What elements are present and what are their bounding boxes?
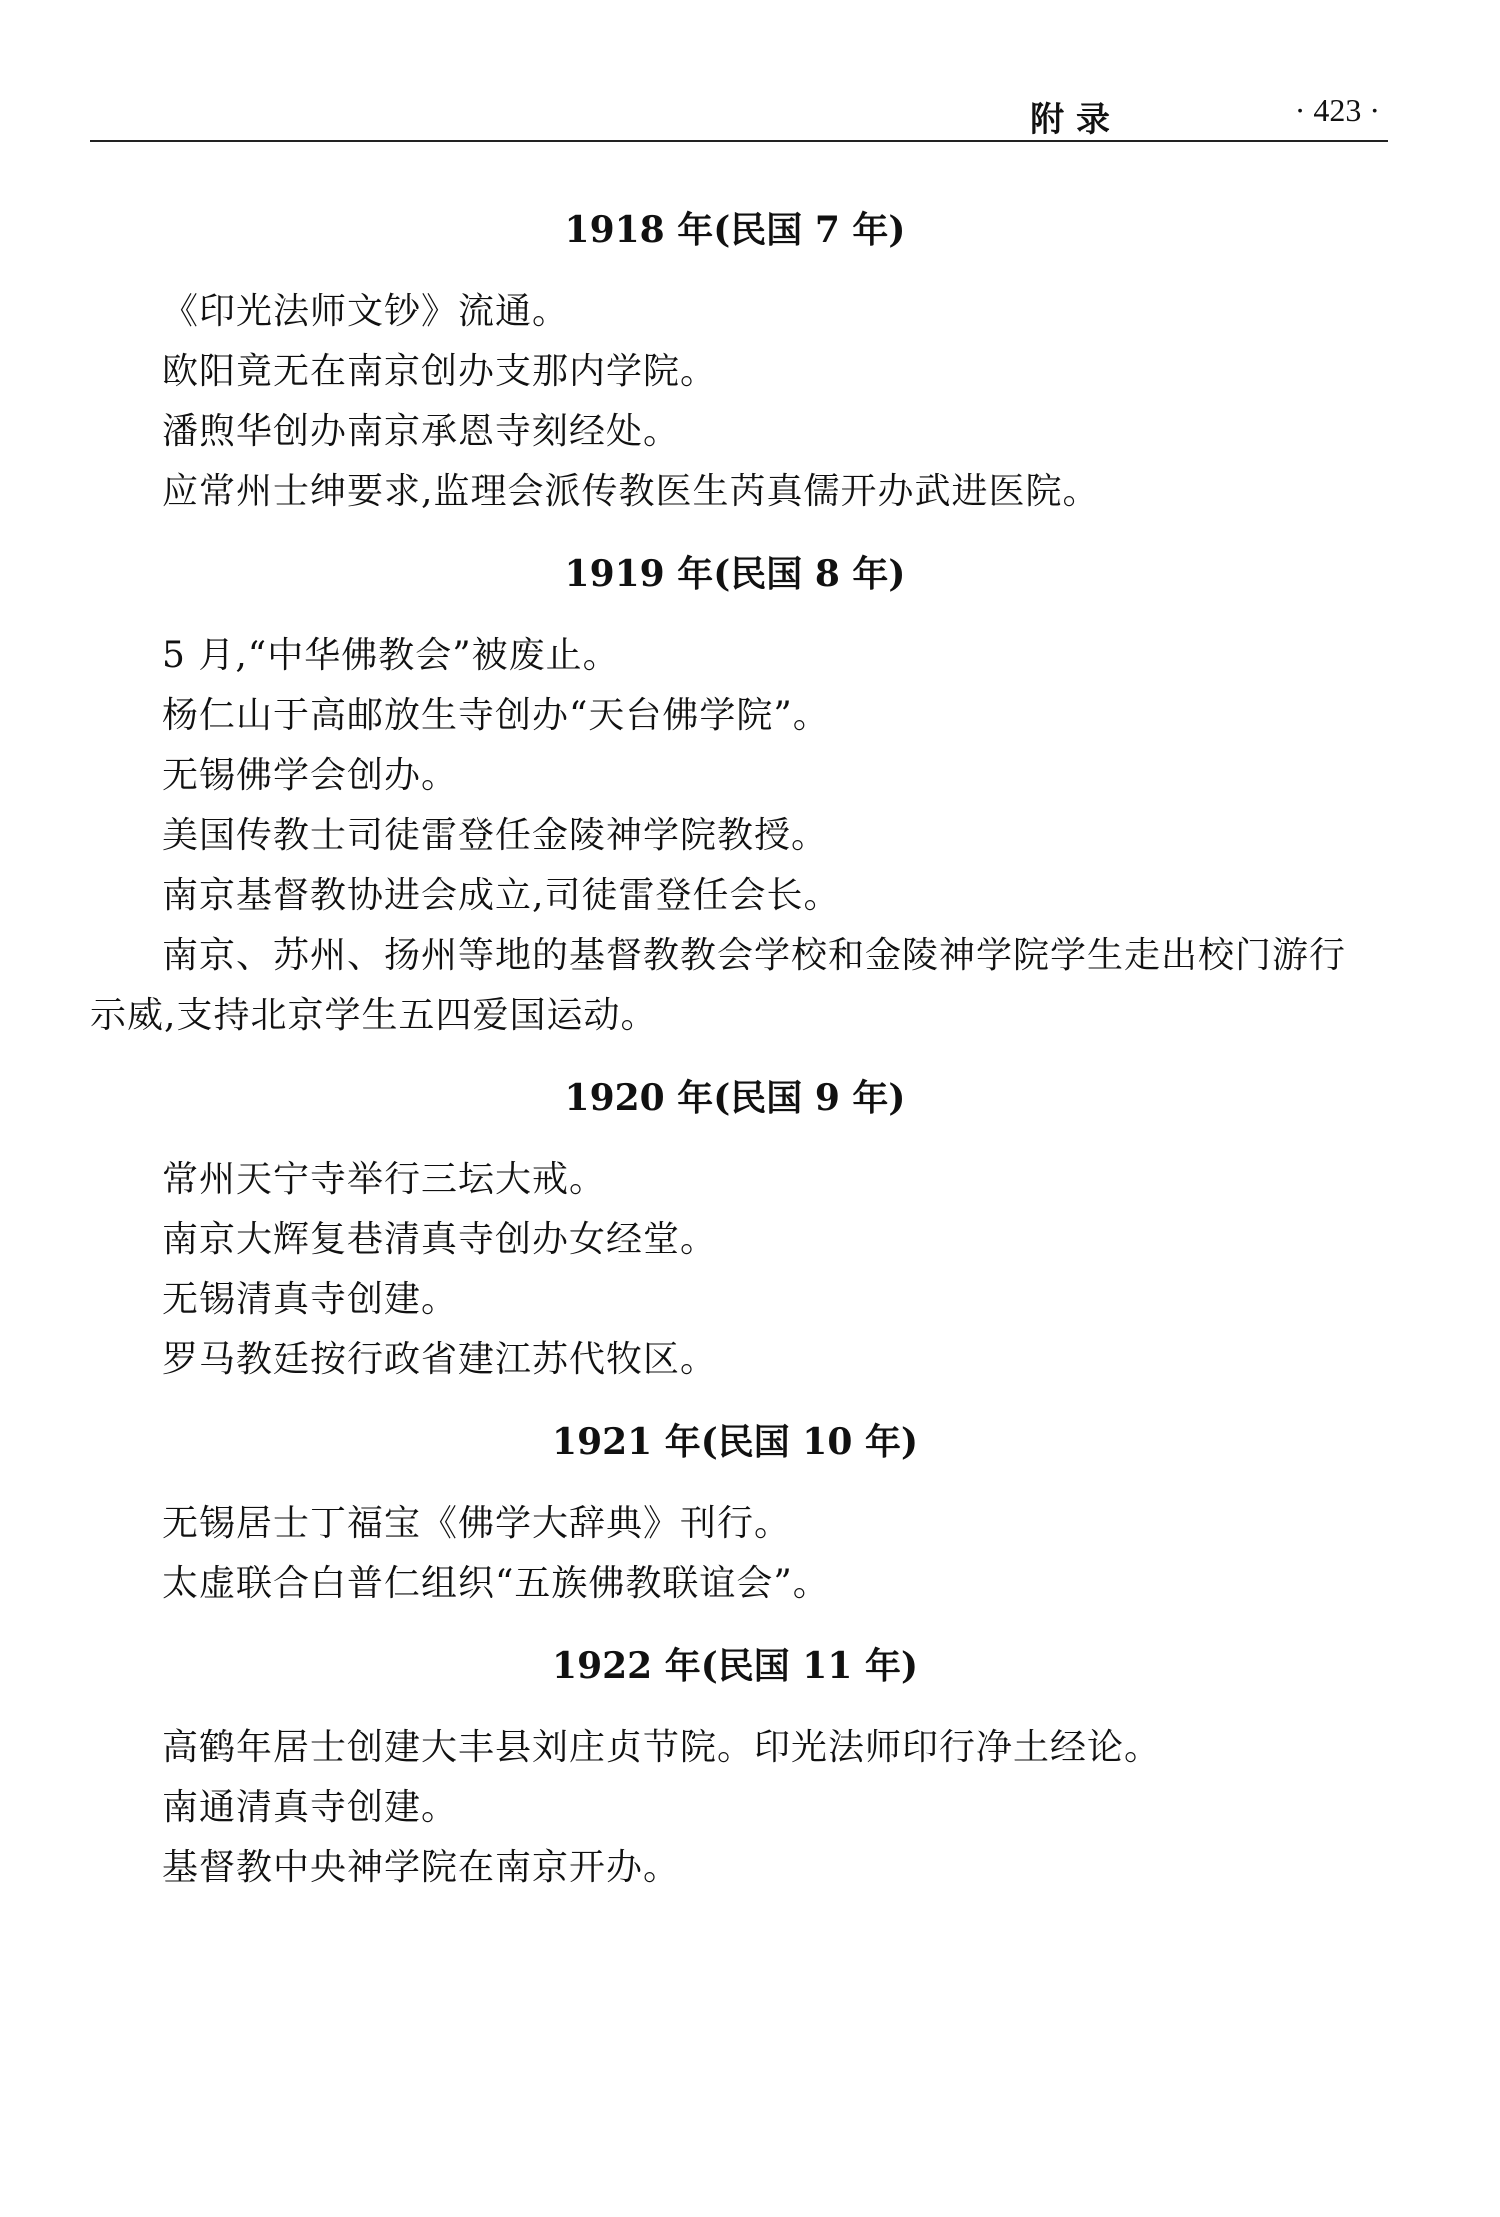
chronology-entry: 高鹤年居士创建大丰县刘庄贞节院。印光法师印行净土经论。 <box>162 1727 1162 1768</box>
year-section-1922 <box>90 1636 1380 1898</box>
chronology-body <box>90 200 1380 1920</box>
chronology-entry: 南京、苏州、扬州等地的基督教教会学校和金陵神学院学生走出校门游行示威,支持北京学生五四爱国运动。 <box>90 935 1347 1036</box>
chronology-entry: 潘煦华创办南京承恩寺刻经处。 <box>162 411 681 452</box>
year-heading: 1918 年(民国 7 年) <box>564 209 906 251</box>
chronology-entry: 南京基督教协进会成立,司徒雷登任会长。 <box>162 875 841 916</box>
chronology-entry: 无锡清真寺创建。 <box>162 1279 459 1320</box>
chronology-entry: 美国传教士司徒雷登任金陵神学院教授。 <box>162 815 829 856</box>
chronology-entry: 常州天宁寺举行三坛大戒。 <box>162 1159 607 1200</box>
chronology-entry: 无锡居士丁福宝《佛学大辞典》刊行。 <box>162 1503 792 1544</box>
year-heading: 1922 年(民国 11 年) <box>552 1645 918 1687</box>
chronology-entry: 南京大辉复巷清真寺创办女经堂。 <box>162 1219 718 1260</box>
year-heading: 1921 年(民国 10 年) <box>552 1421 918 1463</box>
chronology-entry: 5 月,“中华佛教会”被废止。 <box>162 635 620 676</box>
year-section-1918 <box>90 200 1380 522</box>
year-section-1920 <box>90 1068 1380 1390</box>
chronology-entry: 欧阳竟无在南京创办支那内学院。 <box>162 351 718 392</box>
chronology-entry: 基督教中央神学院在南京开办。 <box>162 1847 681 1888</box>
chronology-entry: 罗马教廷按行政省建江苏代牧区。 <box>162 1339 718 1380</box>
year-section-1921 <box>90 1412 1380 1614</box>
chronology-entry: 无锡佛学会创办。 <box>162 755 459 796</box>
page-number: · 423 · <box>1294 92 1380 128</box>
header-rule <box>90 140 1388 142</box>
page-header <box>0 92 1380 140</box>
chronology-entry: 杨仁山于高邮放生寺创办“天台佛学院”。 <box>162 695 830 736</box>
year-section-1919 <box>90 544 1380 1046</box>
year-heading: 1920 年(民国 9 年) <box>564 1077 906 1119</box>
running-head-title: 附 录 <box>1030 100 1110 140</box>
chronology-entry: 应常州士绅要求,监理会派传教医生芮真儒开办武进医院。 <box>162 471 1100 512</box>
year-heading: 1919 年(民国 8 年) <box>564 553 906 595</box>
chronology-entry: 南通清真寺创建。 <box>162 1787 459 1828</box>
chronology-entry: 太虚联合白普仁组织“五族佛教联谊会”。 <box>162 1563 830 1604</box>
chronology-entry: 《印光法师文钞》流通。 <box>162 291 570 332</box>
